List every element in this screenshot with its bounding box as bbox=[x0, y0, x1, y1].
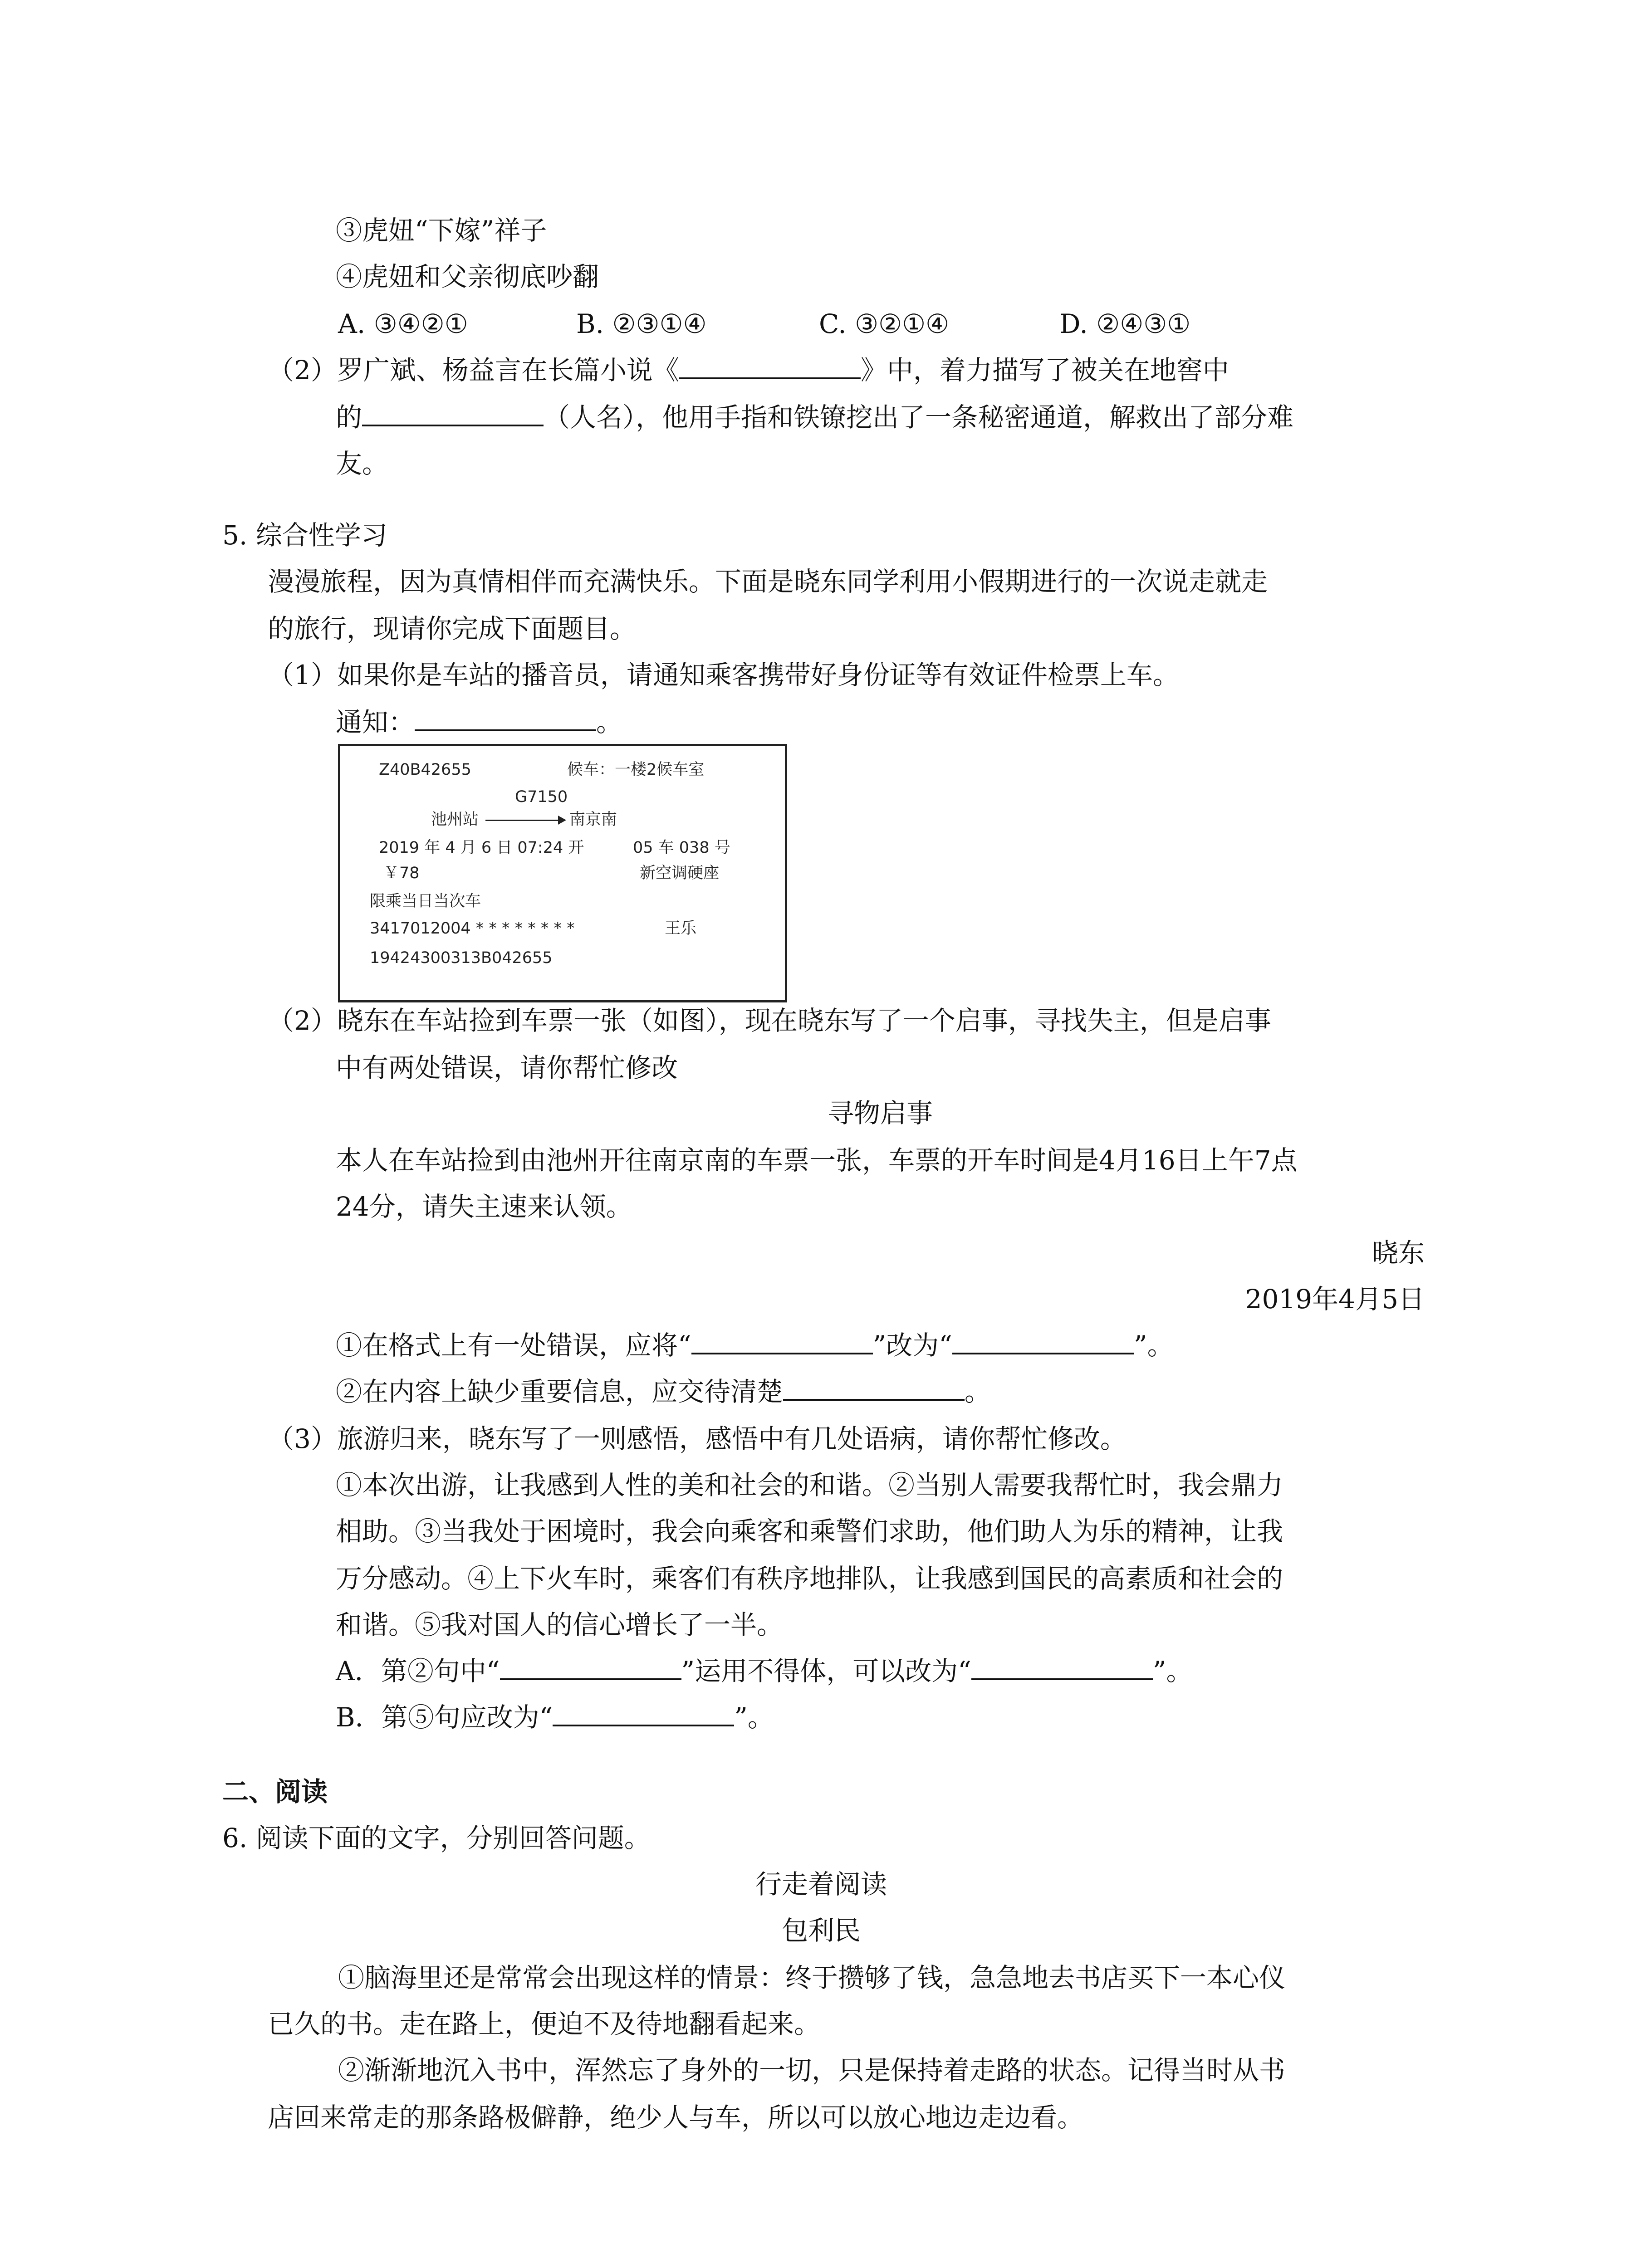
train-ticket bbox=[338, 744, 787, 1002]
q4-option-c: C. ③②①④ bbox=[819, 308, 950, 339]
answer-b-text-1: B．第⑤句应改为“ bbox=[336, 1702, 553, 1733]
answer-a-blank-original[interactable] bbox=[500, 1653, 681, 1680]
q4-2-line-2 bbox=[336, 399, 1293, 435]
essay-line-3: 万分感动。④上下火车时，乘客们有秩序地排队，让我感到国民的高素质和社会的 bbox=[336, 1563, 1283, 1594]
essay-line-4: 和谐。⑤我对国人的信心增长了一半。 bbox=[336, 1609, 784, 1640]
fix-2-text-b: 。 bbox=[965, 1376, 991, 1407]
ticket-seat: 05 车 038 号 bbox=[633, 839, 730, 857]
article-p2-line-2: 店回来常走的那条路极僻静，绝少人与车，所以可以放心地边走边看。 bbox=[268, 2102, 1084, 2133]
answer-a-blank-replacement[interactable] bbox=[971, 1653, 1153, 1680]
fix-1-line bbox=[336, 1327, 1174, 1364]
notice-blank[interactable] bbox=[415, 704, 596, 731]
fix-1-text-a: ①在格式上有一处错误，应将“ bbox=[336, 1330, 691, 1361]
ticket-id-number: 3417012004 * * * * * * * * bbox=[370, 919, 575, 938]
answer-a-text-3: ”。 bbox=[1152, 1656, 1193, 1686]
lost-notice-title: 寻物启事 bbox=[827, 1098, 933, 1129]
ticket-waiting-room: 候车：一楼2候车室 bbox=[567, 761, 705, 779]
q4-item-3: ③虎妞“下嫁”祥子 bbox=[336, 215, 547, 246]
ticket-to-station: 南京南 bbox=[569, 811, 617, 829]
lost-notice-date: 2019年4月5日 bbox=[1245, 1284, 1425, 1315]
ticket-code: Z40B42655 bbox=[379, 761, 471, 779]
q5-sub-3: （3）旅游归来，晓东写了一则感悟，感悟中有几处语病，请你帮忙修改。 bbox=[268, 1423, 1127, 1454]
lost-notice-signer: 晓东 bbox=[1372, 1237, 1425, 1268]
ticket-arrow-line bbox=[485, 820, 558, 821]
q5-sub-2-line-2: 中有两处错误，请你帮忙修改 bbox=[336, 1052, 678, 1083]
q5-3-answer-b bbox=[336, 1699, 774, 1735]
arrow-right-icon bbox=[558, 816, 566, 825]
q4-2-label: （2） bbox=[268, 355, 337, 386]
notice-end: 。 bbox=[596, 707, 623, 738]
notice-line bbox=[336, 704, 622, 740]
answer-b-text-2: ”。 bbox=[734, 1702, 774, 1733]
answer-b-blank[interactable] bbox=[553, 1699, 734, 1726]
q5-3-answer-a bbox=[336, 1653, 1193, 1689]
q5-sub-1: （1）如果你是车站的播音员，请通知乘客携带好身份证等有效证件检票上车。 bbox=[268, 660, 1179, 690]
essay-line-1: ①本次出游，让我感到人性的美和社会的和谐。②当别人需要我帮忙时，我会鼎力 bbox=[336, 1470, 1283, 1501]
q4-option-a: A. ③④②① bbox=[338, 308, 468, 339]
q5-heading: 5. 综合性学习 bbox=[222, 520, 387, 551]
q4-item-4: ④虎妞和父亲彻底吵翻 bbox=[336, 261, 599, 292]
article-author: 包利民 bbox=[781, 1915, 861, 1946]
essay-line-2: 相助。③当我处于困境时，我会向乘客和乘警们求助，他们助人为乐的精神，让我 bbox=[336, 1516, 1283, 1547]
fix-1-blank-corrected[interactable] bbox=[952, 1327, 1134, 1354]
answer-a-text-1: A．第②句中“ bbox=[336, 1656, 500, 1686]
notice-label: 通知： bbox=[336, 707, 415, 738]
q4-option-d: D. ②④③① bbox=[1059, 308, 1191, 339]
answer-a-text-2: ”运用不得体，可以改为“ bbox=[681, 1656, 971, 1686]
q4-2-text-4: （人名），他用手指和铁镣挖出了一条秘密通道，解救出了部分难 bbox=[544, 402, 1294, 433]
ticket-serial: 19424300313B042655 bbox=[370, 949, 553, 967]
q5-intro-1: 漫漫旅程，因为真情相伴而充满快乐。下面是晓东同学利用小假期进行的一次说走就走 bbox=[268, 566, 1268, 597]
article-p1-line-2: 已久的书。走在路上，便迫不及待地翻看起来。 bbox=[268, 2009, 821, 2039]
lost-notice-body-2: 24分，请失主速来认领。 bbox=[336, 1191, 632, 1222]
fix-1-text-b: ”改为“ bbox=[872, 1330, 952, 1361]
article-p2-line-1: ②渐渐地沉入书中，浑然忘了身外的一切，只是保持着走路的状态。记得当时从书 bbox=[338, 2055, 1286, 2086]
q5-sub-2-line-1: （2）晓东在车站捡到车票一张（如图），现在晓东写了一个启事，寻找失主，但是启事 bbox=[268, 1005, 1271, 1036]
fix-1-blank-original[interactable] bbox=[691, 1327, 873, 1354]
ticket-seat-type: 新空调硬座 bbox=[640, 864, 720, 882]
q4-2-line-1 bbox=[268, 352, 1229, 388]
ticket-passenger-name: 王乐 bbox=[665, 919, 697, 938]
fix-2-text-a: ②在内容上缺少重要信息，应交待清楚 bbox=[336, 1376, 784, 1407]
section-2-heading: 二、阅读 bbox=[222, 1776, 328, 1807]
ticket-train-number: G7150 bbox=[515, 788, 568, 806]
q4-option-b: B. ②③①④ bbox=[576, 308, 707, 339]
ticket-limit: 限乘当日当次车 bbox=[370, 892, 481, 910]
ticket-from-station: 池州站 bbox=[431, 811, 479, 829]
q6-instruction: 6. 阅读下面的文字，分别回答问题。 bbox=[222, 1823, 651, 1853]
person-name-blank[interactable] bbox=[362, 399, 544, 426]
q4-2-text-3: 的 bbox=[336, 402, 362, 433]
ticket-datetime: 2019 年 4 月 6 日 07:24 开 bbox=[379, 839, 584, 857]
fix-1-text-c: ”。 bbox=[1133, 1330, 1174, 1361]
article-p1-line-1: ①脑海里还是常常会出现这样的情景：终于攒够了钱，急急地去书店买下一本心仪 bbox=[338, 1962, 1286, 1993]
novel-title-blank[interactable] bbox=[679, 352, 861, 379]
q4-2-line-3: 友。 bbox=[336, 448, 389, 479]
q4-2-text-1: 罗广斌、杨益言在长篇小说《 bbox=[337, 355, 679, 386]
fix-2-line bbox=[336, 1374, 991, 1410]
q5-intro-2: 的旅行，现请你完成下面题目。 bbox=[268, 613, 637, 644]
article-title: 行走着阅读 bbox=[755, 1869, 887, 1900]
ticket-price: ￥78 bbox=[383, 864, 420, 882]
lost-notice-body-1: 本人在车站捡到由池州开往南京南的车票一张，车票的开车时间是4月16日上午7点 bbox=[336, 1145, 1298, 1176]
fix-2-blank[interactable] bbox=[783, 1374, 965, 1401]
q4-2-text-2: 》中，着力描写了被关在地窖中 bbox=[860, 355, 1229, 386]
